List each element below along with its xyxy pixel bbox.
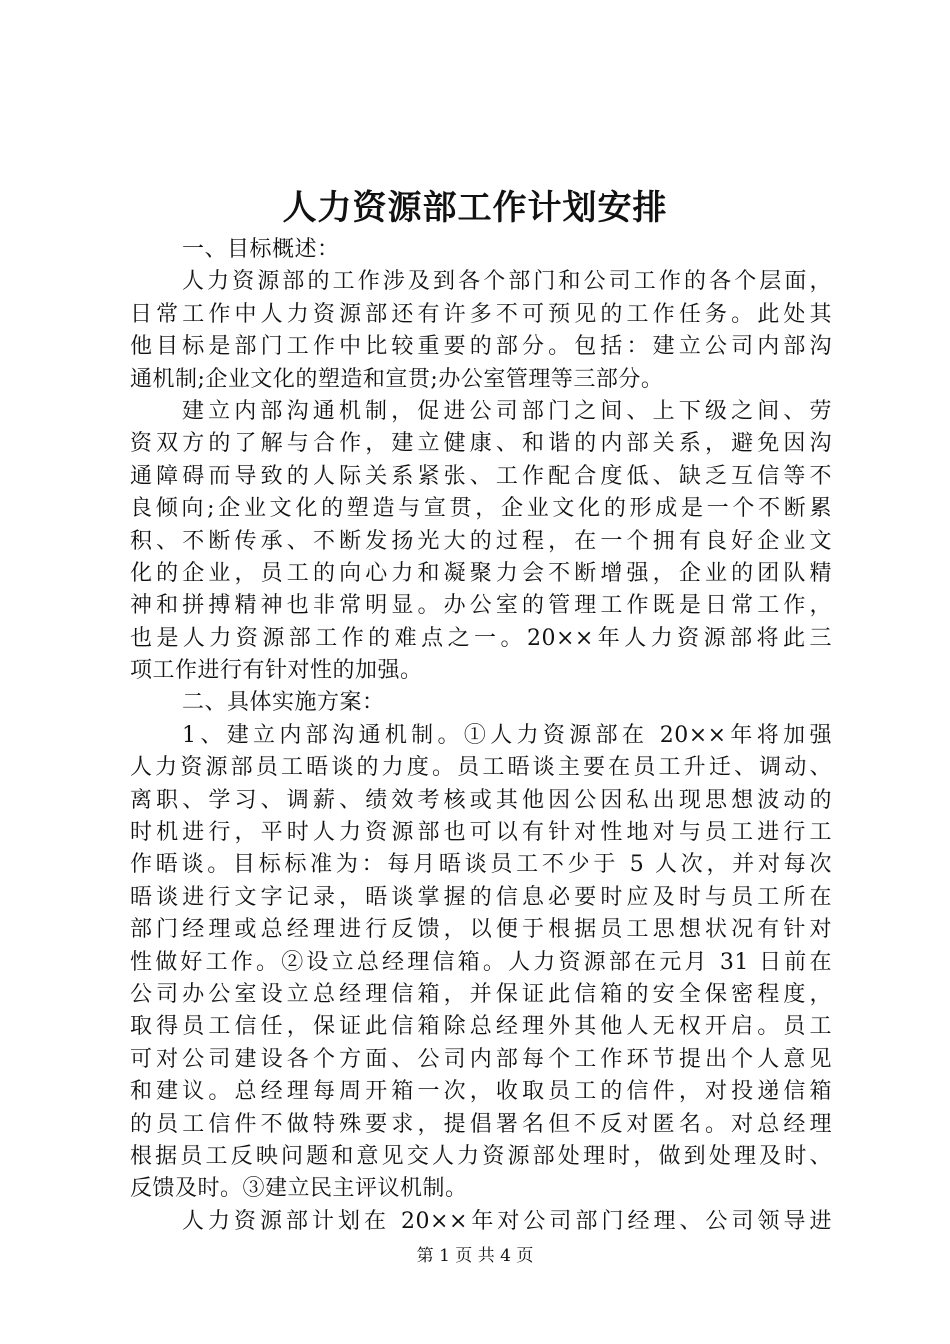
text-line: 他目标是部门工作中比较重要的部分。包括：建立公司内部沟 xyxy=(130,334,832,360)
document-title: 人力资源部工作计划安排 xyxy=(282,188,668,228)
text-line: 良倾向;企业文化的塑造与宣贯，企业文化的形成是一个不断累 xyxy=(130,496,832,522)
document-body xyxy=(130,234,832,1238)
text-line: 日常工作中人力资源部还有许多不可预见的工作任务。此处其 xyxy=(130,301,832,327)
text-line: 神和拼搏精神也非常明显。办公室的管理工作既是日常工作， xyxy=(130,593,832,619)
text-line: 人力资源部的工作涉及到各个部门和公司工作的各个层面， xyxy=(182,269,832,295)
text-line: 性做好工作。②设立总经理信箱。人力资源部在元月 31 日前在 xyxy=(130,949,832,975)
text-line: 取得员工信任，保证此信箱除总经理外其他人无权开启。员工 xyxy=(130,1014,832,1040)
text-line: 公司办公室设立总经理信箱，并保证此信箱的安全保密程度， xyxy=(130,981,832,1007)
text-line: 积、不断传承、不断发扬光大的过程，在一个拥有良好企业文 xyxy=(130,528,832,554)
text-line: 晤谈进行文字记录，晤谈掌握的信息必要时应及时与员工所在 xyxy=(130,884,832,910)
text-line: 根据员工反映问题和意见交人力资源部处理时，做到处理及时、 xyxy=(130,1143,832,1169)
text-line: 化的企业，员工的向心力和凝聚力会不断增强，企业的团队精 xyxy=(130,560,832,586)
text-line: 建立内部沟通机制，促进公司部门之间、上下级之间、劳 xyxy=(182,398,832,424)
text-line: 离职、学习、调薪、绩效考核或其他因公因私出现思想波动的 xyxy=(130,787,832,813)
text-line: 可对公司建设各个方面、公司内部每个工作环节提出个人意见 xyxy=(130,1046,832,1072)
text-line: 也是人力资源部工作的难点之一。20××年人力资源部将此三 xyxy=(130,625,832,651)
text-line: 人力资源部计划在 20××年对公司部门经理、公司领导进 xyxy=(182,1208,832,1234)
text-line: 一、目标概述： xyxy=(182,237,340,262)
text-line: 和建议。总经理每周开箱一次，收取员工的信件，对投递信箱 xyxy=(130,1079,832,1105)
text-line: 时机进行，平时人力资源部也可以有针对性地对与员工进行工 xyxy=(130,820,832,846)
page-footer: 第 1 页 共 4 页 xyxy=(416,1246,534,1266)
text-line: 人力资源部员工晤谈的力度。员工晤谈主要在员工升迁、调动、 xyxy=(130,755,832,781)
text-line: 的员工信件不做特殊要求，提倡署名但不反对匿名。对总经理 xyxy=(130,1111,832,1137)
text-line: 通机制;企业文化的塑造和宣贯;办公室管理等三部分。 xyxy=(130,366,664,392)
text-line: 二、具体实施方案： xyxy=(182,690,385,716)
text-line: 反馈及时。③建立民主评议机制。 xyxy=(130,1176,468,1202)
text-line: 1、建立内部沟通机制。①人力资源部在 20××年将加强 xyxy=(182,722,832,748)
text-line: 资双方的了解与合作，建立健康、和谐的内部关系，避免因沟 xyxy=(130,431,832,457)
text-line: 项工作进行有针对性的加强。 xyxy=(130,658,423,684)
text-line: 作晤谈。目标标准为：每月晤谈员工不少于 5 人次，并对每次 xyxy=(130,852,832,878)
text-line: 部门经理或总经理进行反馈，以便于根据员工思想状况有针对 xyxy=(130,917,832,943)
text-line: 通障碍而导致的人际关系紧张、工作配合度低、缺乏互信等不 xyxy=(130,463,832,489)
